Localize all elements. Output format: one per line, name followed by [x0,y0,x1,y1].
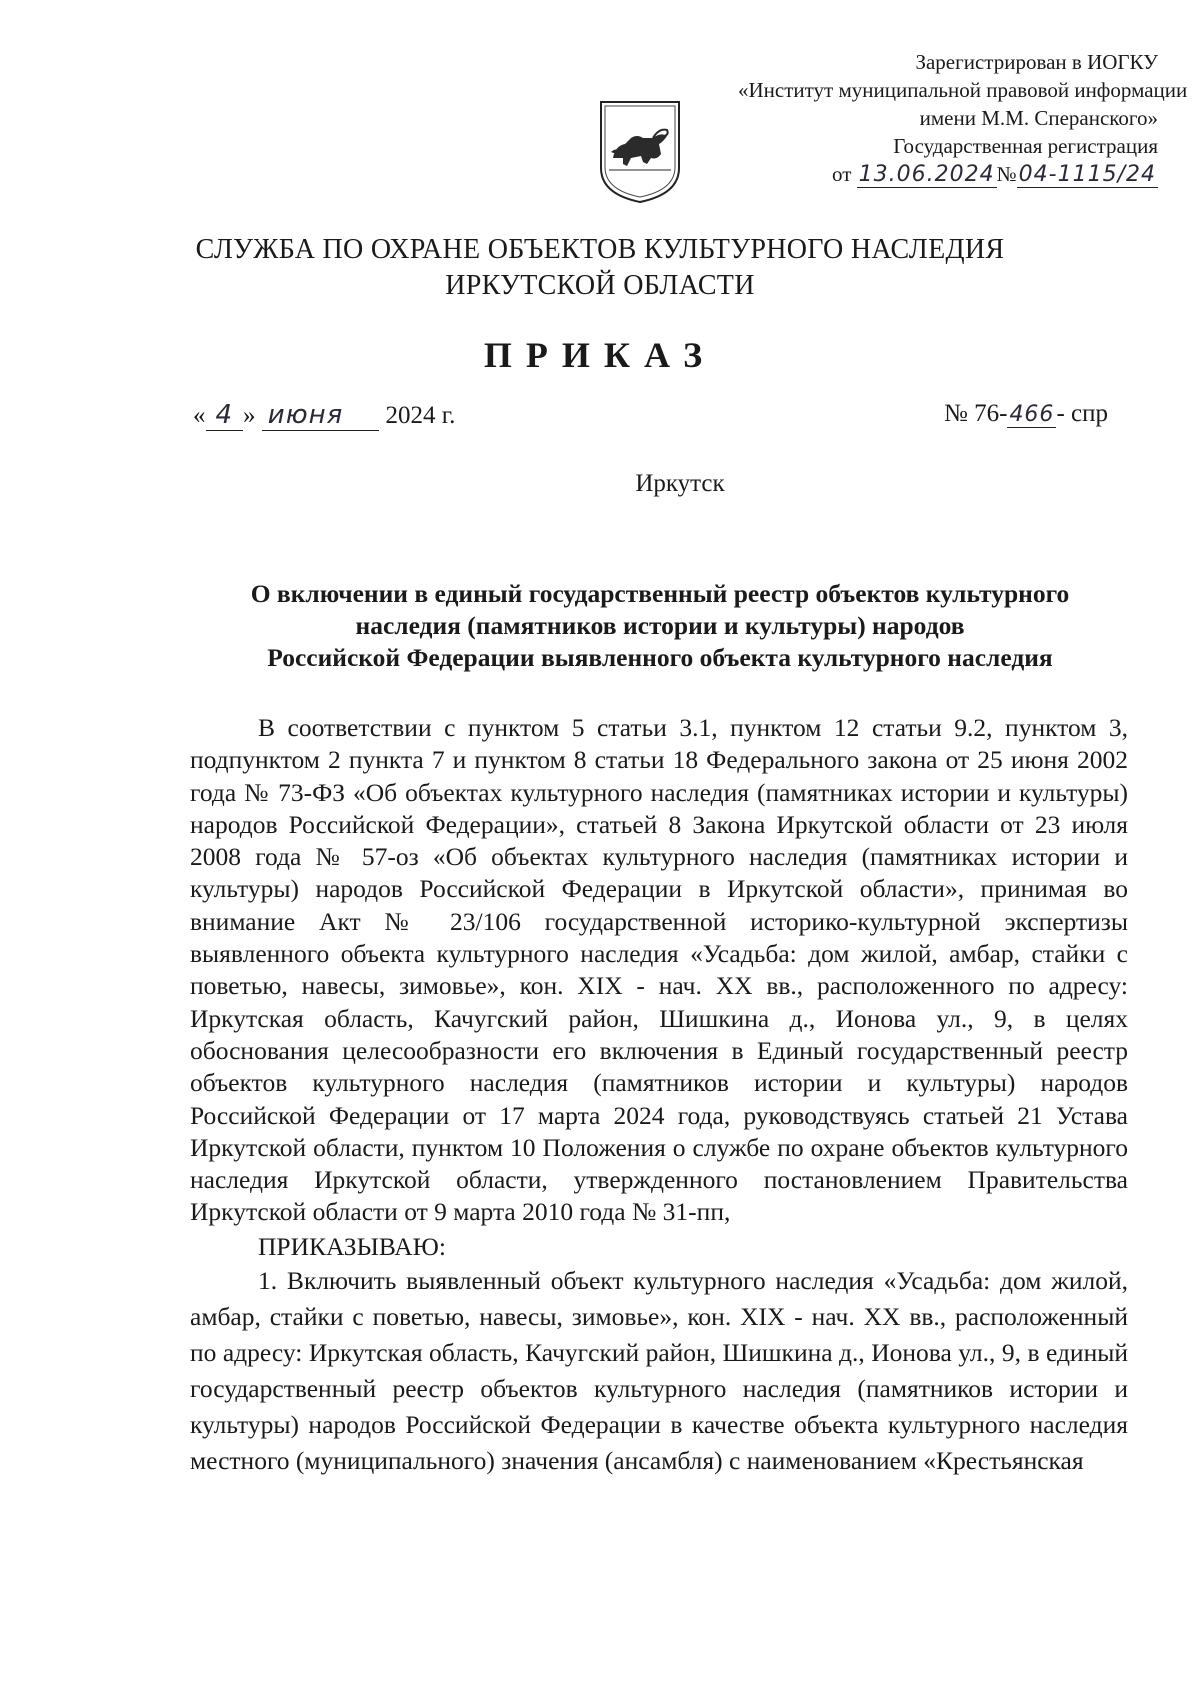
order-number-prefix: № 76- [944,400,1008,427]
subject-line-2: наследия (памятников истории и культуры) народов [355,611,965,640]
registration-line-3: имени М.М. Сперанского» [919,106,1158,130]
order-number [944,400,1108,428]
registration-stamp [738,48,1188,189]
subject-line-1: О включении в единый государственный реестр объектов культурного [250,579,1070,608]
subject-line-3: Российской Федерации выявленного объекта культурного наследия [267,643,1053,672]
order-verb: ПРИКАЗЫВАЮ: [258,1231,446,1261]
registration-line-2: «Институт муниципальной правовой информации [738,78,1188,102]
registration-number-label: № [996,162,1017,186]
agency-title-line-2: ИРКУТСКОЙ ОБЛАСТИ [445,270,755,301]
registration-line-4: Государственная регистрация [893,134,1158,158]
order-date [193,400,455,430]
registration-number-line [832,160,1158,189]
preamble-paragraph: В соответствии с пунктом 5 статьи 3.1, пунктом 12 статьи 9.2, пунктом 3, подпунктом 2 пункта 7 и пунктом 8 статьи 18 Федерального закона от 25 июня 2002 года № 73-ФЗ «Об объектах культурного наследия (памятниках истории и культуры) народов Российской Федерации», статьей 8 Закона Иркутской области от 23 июля 2008 года № 57-оз «Об объектах культурного наследия (памятниках истории и культуры) народов Российской Федерации в Иркутской области», принимая во внимание Акт № 23/106 государственной историко-культурной экспертизы выявленного объекта культурного наследия «Усадьба: дом жилой, амбар, стайки с поветью, навесы, зимовье», кон. XIX - нач. XX вв., расположенного по адресу: Иркутская область, Качугский район, Шишкина д., Ионова ул., 9, в целях обоснования целесообразности его включения в Единый государственный реестр объектов культурного наследия (памятников истории и культуры) народов Российской Федерации от 17 марта 2024 года, руководствуясь статьей 21 Устава Иркутской области, пунктом 10 Положения о службе по охране объектов культурного наследия Иркутской области, утвержденного постановлением Правительства Иркутской области от 9 марта 2010 года № 31-пп, [190,713,1128,1227]
order-subject [190,578,1130,674]
agency-title [0,232,1200,304]
coat-of-arms-svg [597,98,683,206]
order-number-handwritten: 466 [1009,402,1055,427]
order-body [190,712,1128,1479]
irkutsk-coat-of-arms-icon [597,98,683,206]
city: Иркутск [635,470,725,497]
document-type: ПРИКАЗ [483,335,717,375]
registration-date: 13.06.2024 [858,162,995,187]
order-number-suffix: - спр [1056,400,1108,427]
agency-title-line-1: СЛУЖБА ПО ОХРАНЕ ОБЪЕКТОВ КУЛЬТУРНОГО НАСЛЕДИЯ [195,234,1005,265]
registration-line-1: Зарегистрирован в ИОГКУ [915,50,1158,74]
date-year: 2024 г. [385,402,456,429]
registration-number: 04-1115/24 [1018,162,1156,187]
date-open-quote: « [193,402,206,429]
date-month: июня [262,400,379,431]
date-day: 4 [206,400,244,431]
registration-from-label: от [832,162,852,186]
order-item-1: 1. Включить выявленный объект культурного наследия «Усадьба: дом жилой, амбар, стайки с поветью, навесы, зимовье», кон. XIX - нач. XX вв., расположенный по адресу: Иркутская область, Качугский район, Шишкина д., Ионова ул., 9, в единый государственный реестр объектов культурного наследия (памятников истории и культуры) народов Российской Федерации в качестве объекта культурного наследия местного (муниципального) значения (ансамбля) с наименованием «Крестьянская [190,1266,1128,1476]
date-close-quote: » [243,402,256,429]
